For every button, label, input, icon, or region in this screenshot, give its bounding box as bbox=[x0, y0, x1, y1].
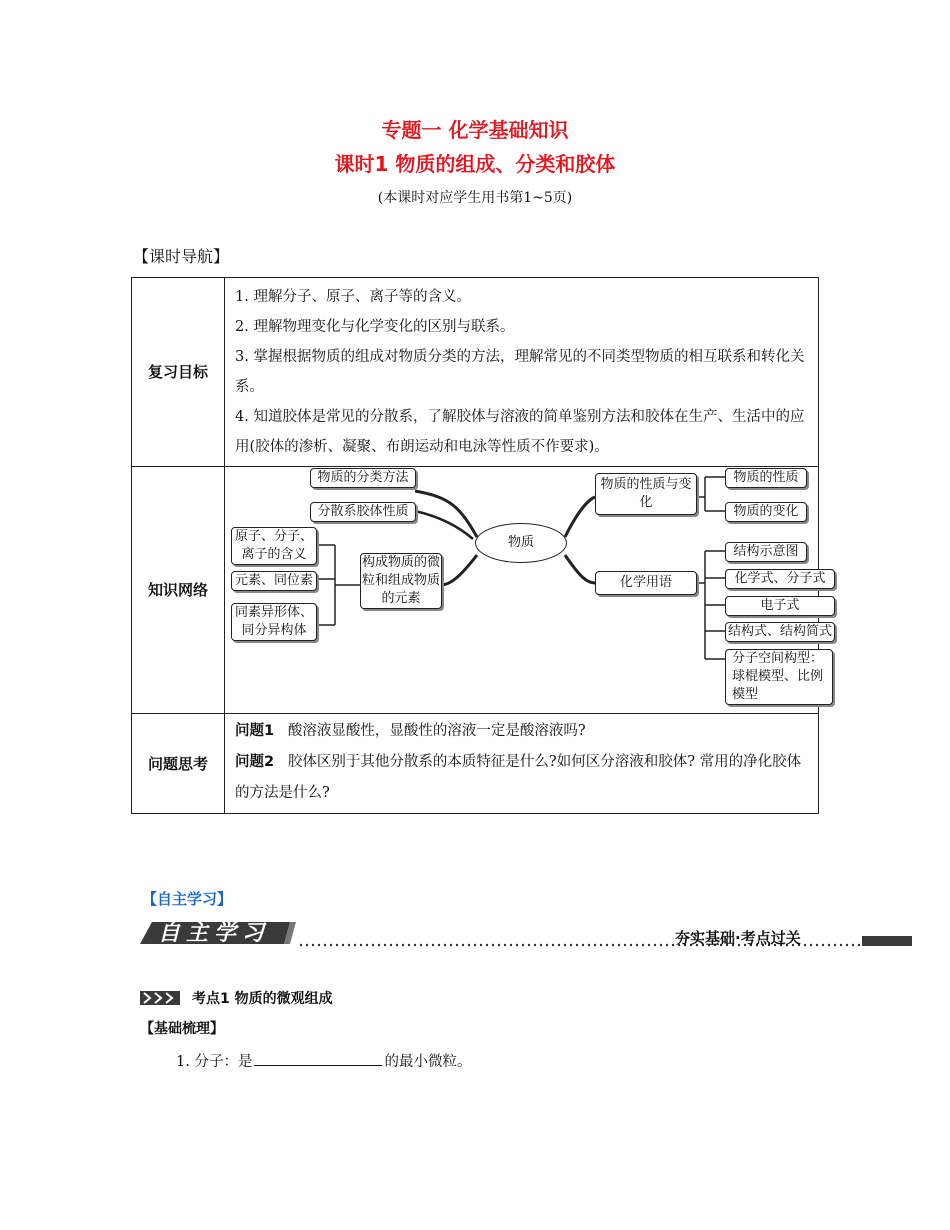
self-study-tag: 【自主学习】 bbox=[142, 890, 233, 908]
node-center: 物质 bbox=[475, 523, 567, 563]
goal-item: 2. 理解物理变化与化学变化的区别与联系。 bbox=[235, 319, 515, 335]
network-label: 知识网络 bbox=[132, 467, 225, 714]
node-models: 分子空间构型：球棍模型、比例模型 bbox=[725, 649, 833, 705]
fill-prefix: 1. 分子：是 bbox=[176, 1054, 253, 1070]
goal-item: 4. 知道胶体是常见的分散系，了解胶体与溶液的简单鉴别方法和胶体在生产、生活中的应用(胶体的渗析、凝聚、布朗运动和电泳等性质不作要求)。 bbox=[235, 409, 805, 455]
questions-row bbox=[132, 714, 819, 814]
node-language: 化学用语 bbox=[595, 571, 697, 595]
goal-item: 1. 理解分子、原子、离子等的含义。 bbox=[235, 289, 471, 305]
questions-cell bbox=[225, 714, 819, 814]
question-tag: 问题2 bbox=[235, 754, 275, 770]
node-elements: 元素、同位素 bbox=[231, 571, 317, 591]
node-formula: 化学式、分子式 bbox=[725, 569, 835, 589]
lesson-title: 课时1 物质的组成、分类和胶体 bbox=[334, 152, 616, 176]
goals-cell bbox=[225, 278, 819, 467]
topic-title: 专题一 化学基础知识 bbox=[381, 118, 569, 142]
banner-title: 自主学习 bbox=[158, 921, 271, 946]
answer-blank[interactable] bbox=[254, 1051, 382, 1066]
node-structure-diagram: 结构示意图 bbox=[725, 542, 807, 562]
triple-arrow-icon bbox=[140, 991, 180, 1005]
node-classification: 物质的分类方法 bbox=[310, 468, 416, 488]
kaodian-title: 考点1 物质的微观组成 bbox=[192, 991, 333, 1007]
question-tag: 问题1 bbox=[235, 723, 275, 739]
question-text: 酸溶液显酸性，显酸性的溶液一定是酸溶液吗? bbox=[287, 723, 586, 739]
questions-label: 问题思考 bbox=[132, 714, 225, 814]
lesson-table bbox=[131, 277, 832, 814]
knowledge-network bbox=[225, 467, 832, 714]
question-item bbox=[235, 716, 812, 747]
node-dispersion: 分散系胶体性质 bbox=[310, 502, 416, 522]
node-particles: 原子、分子、离子的含义 bbox=[231, 527, 317, 565]
goals-row bbox=[132, 278, 819, 467]
banner-slogan: 夯实基础·考点过关 bbox=[675, 929, 801, 947]
node-structural-formula: 结构式、结构简式 bbox=[725, 622, 835, 642]
goal-item: 3. 掌握根据物质的组成对物质分类的方法，理解常见的不同类型物质的相互联系和转化关系。 bbox=[235, 349, 805, 395]
subtitle: (本课时对应学生用书第1~5页) bbox=[377, 190, 573, 206]
goals-label: 复习目标 bbox=[132, 278, 225, 467]
question-item bbox=[235, 747, 812, 809]
network-row bbox=[132, 467, 819, 714]
node-property: 物质的性质 bbox=[725, 468, 807, 488]
node-electron: 电子式 bbox=[725, 596, 835, 616]
fill-blank-item bbox=[176, 1050, 471, 1071]
node-properties: 物质的性质与变化 bbox=[595, 473, 697, 515]
node-allotropes: 同素异形体、同分异构体 bbox=[231, 603, 317, 641]
kaodian-heading bbox=[140, 988, 333, 1008]
section-heading: 【基础梳理】 bbox=[140, 1021, 224, 1037]
node-composition: 构成物质的微粒和组成物质的元素 bbox=[360, 553, 442, 609]
question-text: 胶体区别于其他分散系的本质特征是什么?如何区分溶液和胶体? 常用的净化胶体的方法是什么? bbox=[235, 754, 802, 801]
fill-suffix: 的最小微粒。 bbox=[384, 1054, 472, 1070]
lesson-nav-heading: 【课时导航】 bbox=[133, 247, 230, 266]
node-change: 物质的变化 bbox=[725, 502, 807, 522]
